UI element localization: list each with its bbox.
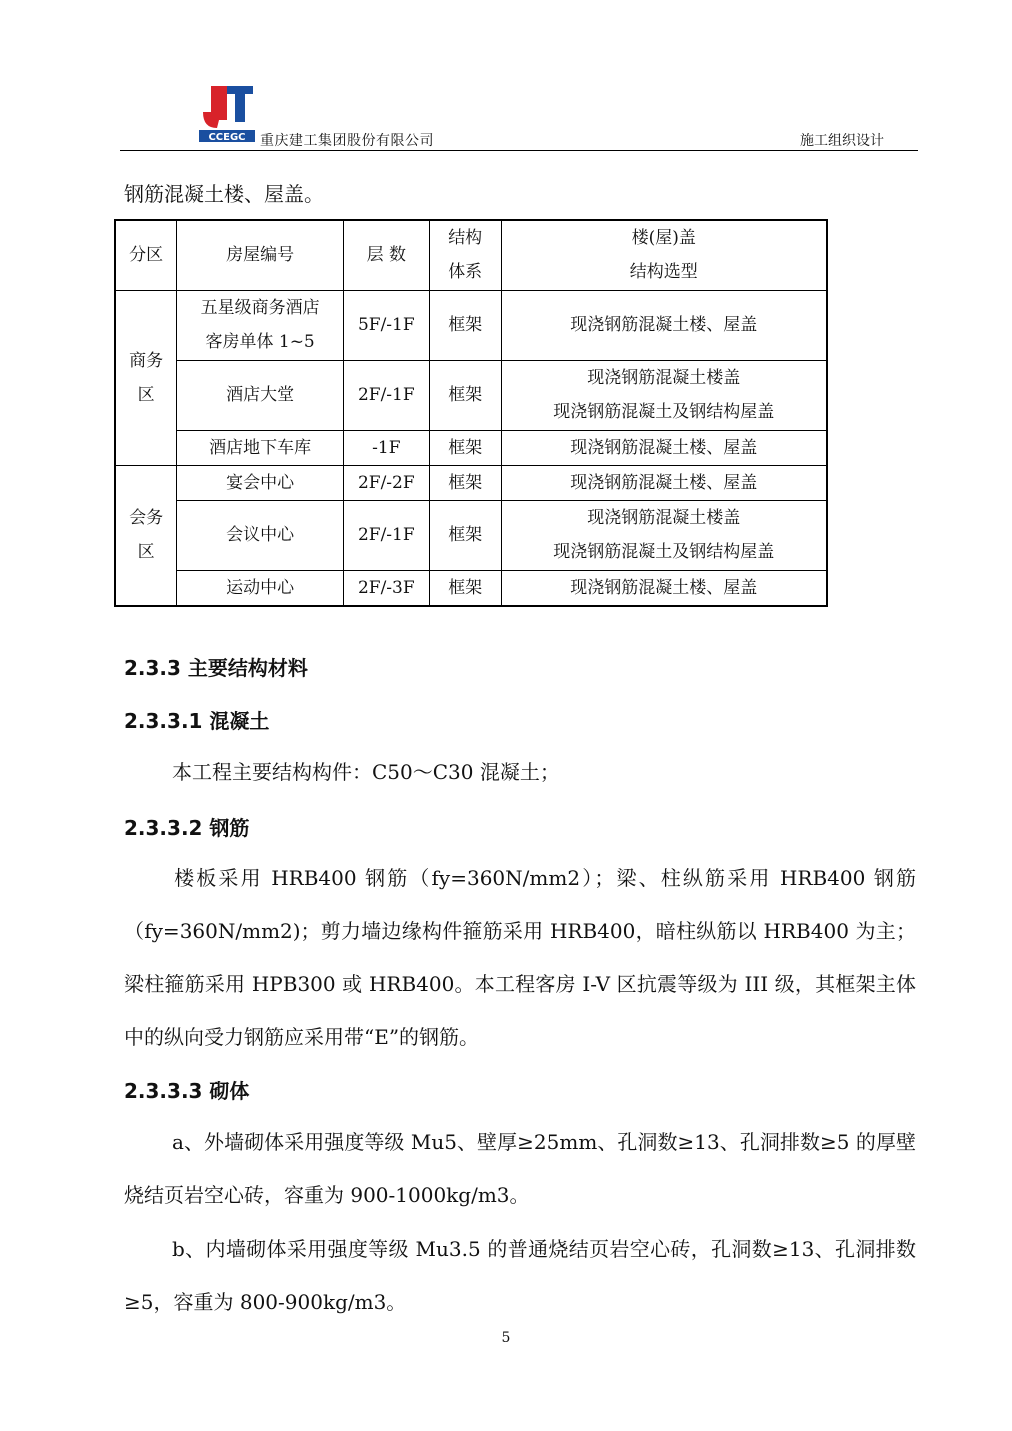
roof-cell: 现浇钢筋混凝土楼盖 现浇钢筋混凝土及钢结构屋盖 bbox=[501, 360, 827, 430]
building-cell: 运动中心 bbox=[177, 570, 344, 606]
floors-cell: 5F/-1F bbox=[343, 290, 429, 360]
table-row bbox=[115, 570, 827, 606]
header-divider bbox=[120, 150, 918, 151]
section-heading-2-3-3-1: 2.3.3.1 混凝土 bbox=[124, 709, 270, 733]
roof-cell: 现浇钢筋混凝土楼、屋盖 bbox=[501, 290, 827, 360]
table-row bbox=[115, 360, 827, 430]
lead-paragraph: 钢筋混凝土楼、屋盖。 bbox=[124, 182, 324, 206]
building-cell: 宴会中心 bbox=[177, 465, 344, 500]
building-cell: 酒店地下车库 bbox=[177, 430, 344, 465]
roof-cell: 现浇钢筋混凝土楼、屋盖 bbox=[501, 570, 827, 606]
building-cell: 会议中心 bbox=[177, 500, 344, 570]
paragraph-masonry-a: a、外墙砌体采用强度等级 Mu5、壁厚≥25mm、孔洞数≥13、孔洞排数≥5 的厚壁烧结页岩空心砖，容重为 900-1000kg/m3。 bbox=[124, 1130, 916, 1207]
roof-cell: 现浇钢筋混凝土楼、屋盖 bbox=[501, 430, 827, 465]
header-roof-type: 楼(屋)盖 结构选型 bbox=[501, 220, 827, 290]
section-heading-2-3-3-2: 2.3.3.2 钢筋 bbox=[124, 816, 250, 840]
system-cell: 框架 bbox=[429, 430, 501, 465]
table-row bbox=[115, 290, 827, 360]
system-cell: 框架 bbox=[429, 360, 501, 430]
company-name: 重庆建工集团股份有限公司 bbox=[260, 133, 434, 149]
document-type: 施工组织设计 bbox=[800, 133, 884, 149]
header-building: 房屋编号 bbox=[177, 220, 344, 290]
system-cell: 框架 bbox=[429, 500, 501, 570]
table-header-row bbox=[115, 220, 827, 290]
structure-table bbox=[114, 219, 828, 607]
table-row bbox=[115, 430, 827, 465]
system-cell: 框架 bbox=[429, 570, 501, 606]
building-cell: 酒店大堂 bbox=[177, 360, 344, 430]
floors-cell: 2F/-1F bbox=[343, 500, 429, 570]
table-row bbox=[115, 500, 827, 570]
logo-subtext: CCEGC bbox=[208, 132, 246, 143]
header-zone: 分区 bbox=[115, 220, 177, 290]
floors-cell: 2F/-1F bbox=[343, 360, 429, 430]
header-system: 结构 体系 bbox=[429, 220, 501, 290]
section-heading-2-3-3-3: 2.3.3.3 砌体 bbox=[124, 1079, 250, 1103]
roof-cell: 现浇钢筋混凝土楼盖 现浇钢筋混凝土及钢结构屋盖 bbox=[501, 500, 827, 570]
system-cell: 框架 bbox=[429, 290, 501, 360]
zone-cell: 会务 区 bbox=[115, 465, 177, 606]
page-number: 5 bbox=[501, 1330, 511, 1346]
paragraph-concrete: 本工程主要结构构件：C50～C30 混凝土； bbox=[172, 760, 560, 784]
floors-cell: 2F/-3F bbox=[343, 570, 429, 606]
floors-cell: -1F bbox=[343, 430, 429, 465]
building-cell: 五星级商务酒店 客房单体 1~5 bbox=[177, 290, 344, 360]
zone-cell: 商务 区 bbox=[115, 290, 177, 465]
section-heading-2-3-3: 2.3.3 主要结构材料 bbox=[124, 656, 308, 680]
paragraph-masonry-b: b、内墙砌体采用强度等级 Mu3.5 的普通烧结页岩空心砖，孔洞数≥13、孔洞排数≥5，容重为 800-900kg/m3。 bbox=[124, 1237, 916, 1314]
header-floors: 层 数 bbox=[343, 220, 429, 290]
floors-cell: 2F/-2F bbox=[343, 465, 429, 500]
table-row bbox=[115, 465, 827, 500]
roof-cell: 现浇钢筋混凝土楼、屋盖 bbox=[501, 465, 827, 500]
system-cell: 框架 bbox=[429, 465, 501, 500]
paragraph-rebar: 楼板采用 HRB400 钢筋（fy=360N/mm2）；梁、柱纵筋采用 HRB400 钢筋（fy=360N/mm2)；剪力墙边缘构件箍筋采用 HRB400，暗柱纵筋以 HRB400 为主；梁柱箍筋采用 HPB300 或 HRB400。本工程客房 I-V 区抗震等级为 III 级，其框架主体中的纵向受力钢筋应采用带“E”的钢筋。 bbox=[124, 866, 916, 1049]
company-logo-icon bbox=[197, 84, 257, 144]
